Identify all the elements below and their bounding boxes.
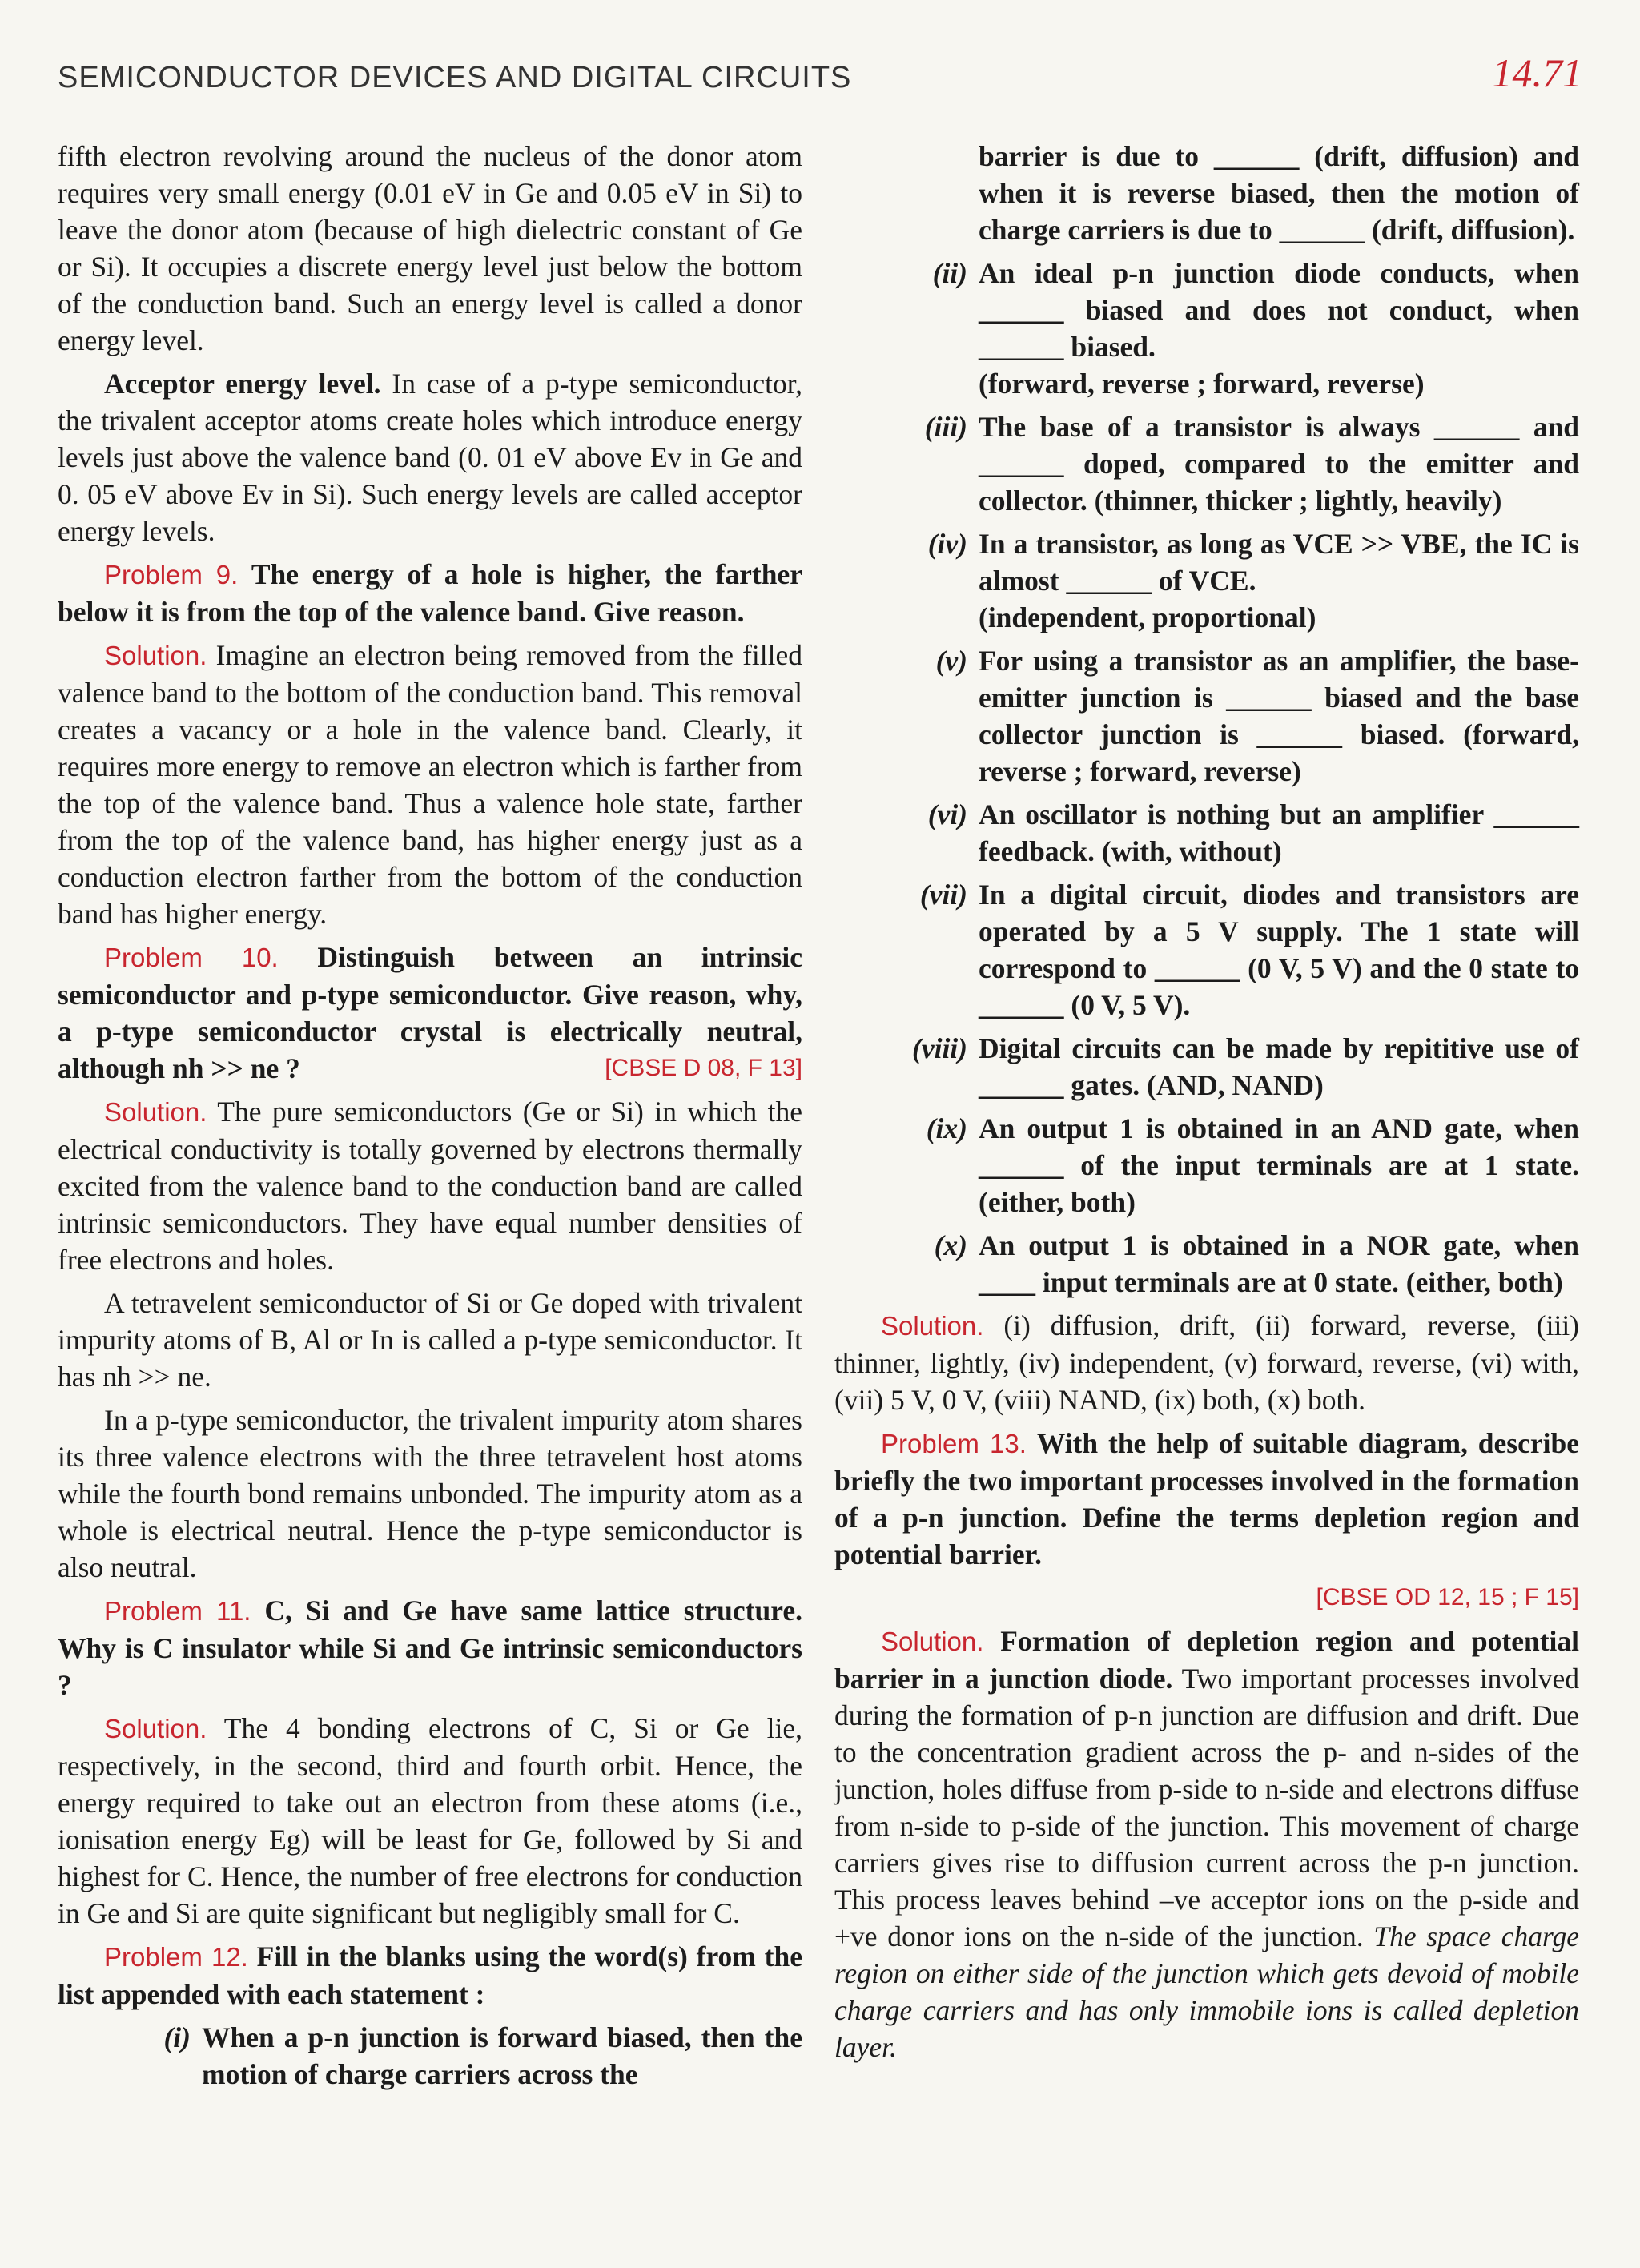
solution-12-label: Solution. bbox=[881, 1311, 984, 1341]
solution-10-paragraph-2: A tetravelent semiconductor of Si or Ge doped with trivalent impurity atoms of B, Al or In is called a p-type semiconductor. It has nh >> ne. bbox=[58, 1287, 802, 1393]
problem-13-label: Problem 13. bbox=[881, 1429, 1027, 1458]
item-ii bbox=[834, 255, 1579, 402]
solution-12-text: (i) diffusion, drift, (ii) forward, reverse, (iii) thinner, lightly, (iv) independent, (v) forward, reverse, (vi) with, (vii) 5 V, 0 V, (viii) NAND, (ix) both, (x) both. bbox=[834, 1309, 1579, 1416]
item-v-number: (v) bbox=[935, 645, 967, 677]
solution-10-label: Solution. bbox=[104, 1097, 207, 1127]
item-viii-number: (viii) bbox=[912, 1032, 967, 1064]
item-viii bbox=[834, 1030, 1579, 1104]
item-i bbox=[58, 2019, 802, 2093]
item-v bbox=[834, 642, 1579, 790]
problem-13-citation: [CBSE OD 12, 15 ; F 15] bbox=[1316, 1584, 1579, 1611]
item-iv-number: (iv) bbox=[927, 528, 967, 560]
item-x bbox=[834, 1227, 1579, 1301]
problem-10-text: Distinguish between an intrinsic semiconductor and p-type semiconductor. Give reason, why, a p-type semiconductor crystal is electrically neutral, although nh >> ne ? bbox=[58, 941, 802, 1084]
item-iii bbox=[834, 408, 1579, 519]
item-i-number: (i) bbox=[163, 2021, 191, 2053]
solution-9-text: Imagine an electron being removed from the filled valence band to the bottom of the conduction band. This removal creates a vacancy or a hole in the valence band. Clearly, it requires more energy to remove an electron which is farther from the top of the valence band. Thus a valence hole state, farther from the top of the valence band, has higher energy just as a conduction electron farther from the bottom of the conduction band has higher energy. bbox=[58, 639, 803, 930]
problem-9-text: The energy of a hole is higher, the farther below it is from the top of the valence band. Give reason. bbox=[58, 558, 802, 628]
item-i-text: When a p-n junction is forward biased, then the motion of charge carriers across the bbox=[202, 2021, 802, 2090]
running-title: SEMICONDUCTOR DEVICES AND DIGITAL CIRCUITS bbox=[58, 61, 852, 94]
page-header bbox=[58, 50, 1582, 106]
item-vi-text: An oscillator is nothing but an amplifier ______ feedback. (with, without) bbox=[979, 798, 1579, 867]
item-i-continuation: barrier is due to ______ (drift, diffusion) and when it is reverse biased, then the motion of charge carriers is due to ______ (drift, diffusion). bbox=[979, 140, 1579, 246]
item-ix-text: An output 1 is obtained in an AND gate, when ______ of the input terminals are at 1 state. (either, both) bbox=[979, 1112, 1579, 1218]
item-ii-text: An ideal p-n junction diode conducts, when ______ biased and does not conduct, when ______ biased. bbox=[979, 257, 1579, 363]
acceptor-heading: Acceptor energy level. bbox=[104, 368, 381, 400]
item-vi bbox=[834, 796, 1579, 870]
solution-10 bbox=[58, 1093, 802, 1278]
item-vii-number: (vii) bbox=[919, 879, 967, 911]
problem-13-text: With the help of suitable diagram, describe briefly the two important processes involved in the formation of a p-n junction. Define the terms depletion region and potential barrier. bbox=[834, 1427, 1579, 1570]
item-ii-number: (ii) bbox=[932, 257, 967, 289]
item-iv-text: In a transistor, as long as VCE >> VBE, the IC is almost ______ of VCE. bbox=[979, 528, 1579, 597]
item-ix-number: (ix) bbox=[926, 1112, 967, 1144]
problem-10-citation: [CBSE D 08, F 13] bbox=[605, 1055, 802, 1081]
item-ix bbox=[834, 1110, 1579, 1220]
problem-9-label: Problem 9. bbox=[104, 560, 239, 589]
acceptor-text: In case of a p-type semiconductor, the trivalent acceptor atoms create holes which introduce energy levels just above the valence band (0. 01 eV above Ev in Ge and 0. 05 eV above Ev in Si). Such energy levels are called acceptor energy levels. bbox=[58, 368, 802, 547]
item-x-number: (x) bbox=[934, 1229, 967, 1261]
item-v-text: For using a transistor as an amplifier, the base-emitter junction is ______ biased and the base collector junction is ______ biased. (forward, reverse ; forward, reverse) bbox=[979, 645, 1579, 787]
depletion-layer-definition: The space charge region on either side of the junction which gets devoid of mobile charge carriers and has only immobile ions is called depletion layer. bbox=[834, 1920, 1579, 2063]
problem-11-text: C, Si and Ge have same lattice structure. Why is C insulator while Si and Ge intrinsic semiconductors ? bbox=[58, 1594, 802, 1701]
problem-13 bbox=[834, 1425, 1579, 1573]
solution-11-text: The 4 bonding electrons of C, Si or Ge lie, respectively, in the second, third and fourth orbit. Hence, the energy required to take out an electron from these atoms (i.e., ionisation energy Eg) will be least for Ge, followed by Si and highest for C. Hence, the number of free electrons for conduction in Ge and Si are quite significant but negligibly small for C. bbox=[58, 1712, 803, 1929]
problem-12-label: Problem 12. bbox=[104, 1942, 248, 1972]
solution-12 bbox=[834, 1307, 1579, 1418]
problem-10-label: Problem 10. bbox=[104, 943, 279, 972]
solution-11 bbox=[58, 1710, 802, 1932]
problem-11 bbox=[58, 1592, 802, 1703]
solution-9 bbox=[58, 637, 802, 932]
problem-10 bbox=[58, 939, 802, 1087]
left-column bbox=[58, 138, 802, 2099]
item-ii-options: (forward, reverse ; forward, reverse) bbox=[979, 368, 1425, 400]
solution-13-heading: Formation of depletion region and potential barrier in a junction diode. bbox=[834, 1625, 1579, 1695]
solution-10-paragraph-3: In a p-type semiconductor, the trivalent impurity atom shares its three valence electrons with the three tetravelent host atoms while the fourth bond remains unbonded. The impurity atom as a whole is electrical neutral. Hence the p-type semiconductor is also neutral. bbox=[58, 1404, 802, 1583]
paragraph-acceptor-level bbox=[58, 365, 802, 549]
item-vi-number: (vi) bbox=[927, 798, 967, 830]
problem-9 bbox=[58, 556, 802, 630]
problem-12 bbox=[58, 1938, 802, 2013]
solution-9-label: Solution. bbox=[104, 641, 207, 670]
problem-12-text: Fill in the blanks using the word(s) from the list appended with each statement : bbox=[58, 1940, 802, 2010]
item-iv-options: (independent, proportional) bbox=[979, 601, 1316, 633]
solution-11-label: Solution. bbox=[104, 1714, 207, 1743]
item-iii-text: The base of a transistor is always ______ and ______ doped, compared to the emitter and collector. (thinner, thicker ; lightly, heavily) bbox=[979, 411, 1579, 517]
solution-13-text: Two important processes involved during the formation of p-n junction are diffusion and drift. Due to the concentration gradient across the p- and n-sides of the junction, holes diffuse from p-side to n-side and electrons diffuse from n-side to p-side of the junction. This movement of charge carriers gives rise to diffusion current across the p-n junction. This process leaves behind –ve acceptor ions on the p-side and +ve donor ions on the n-side of the junction. bbox=[834, 1663, 1579, 1952]
item-vii-text: In a digital circuit, diodes and transistors are operated by a 5 V supply. The 1 state will correspond to ______ (0 V, 5 V) and the 0 state to ______ (0 V, 5 V). bbox=[979, 879, 1579, 1021]
paragraph-donor-level: fifth electron revolving around the nucleus of the donor atom requires very small energy (0.01 eV in Ge and 0.05 eV in Si) to leave the donor atom (because of high dielectric constant of Ge or Si). It occupies a discrete energy level just below the bottom of the conduction band. Such an energy level is called a donor energy level. bbox=[58, 140, 802, 356]
item-iv bbox=[834, 525, 1579, 636]
problem-11-label: Problem 11. bbox=[104, 1596, 251, 1626]
item-viii-text: Digital circuits can be made by repititive use of ______ gates. (AND, NAND) bbox=[979, 1032, 1579, 1101]
solution-13-label: Solution. bbox=[881, 1627, 984, 1656]
right-column bbox=[834, 138, 1579, 2072]
item-vii bbox=[834, 876, 1579, 1023]
page-number: 14.71 bbox=[1492, 50, 1582, 95]
item-x-text: An output 1 is obtained in a NOR gate, when ____ input terminals are at 0 state. (either, both) bbox=[979, 1229, 1579, 1298]
solution-10-text: The pure semiconductors (Ge or Si) in which the electrical conductivity is totally governed by electrons thermally excited from the valence band to the conduction band are called intrinsic semiconductors. They have equal number densities of free electrons and holes. bbox=[58, 1096, 802, 1276]
solution-13 bbox=[834, 1623, 1579, 2065]
item-iii-number: (iii) bbox=[924, 411, 967, 443]
